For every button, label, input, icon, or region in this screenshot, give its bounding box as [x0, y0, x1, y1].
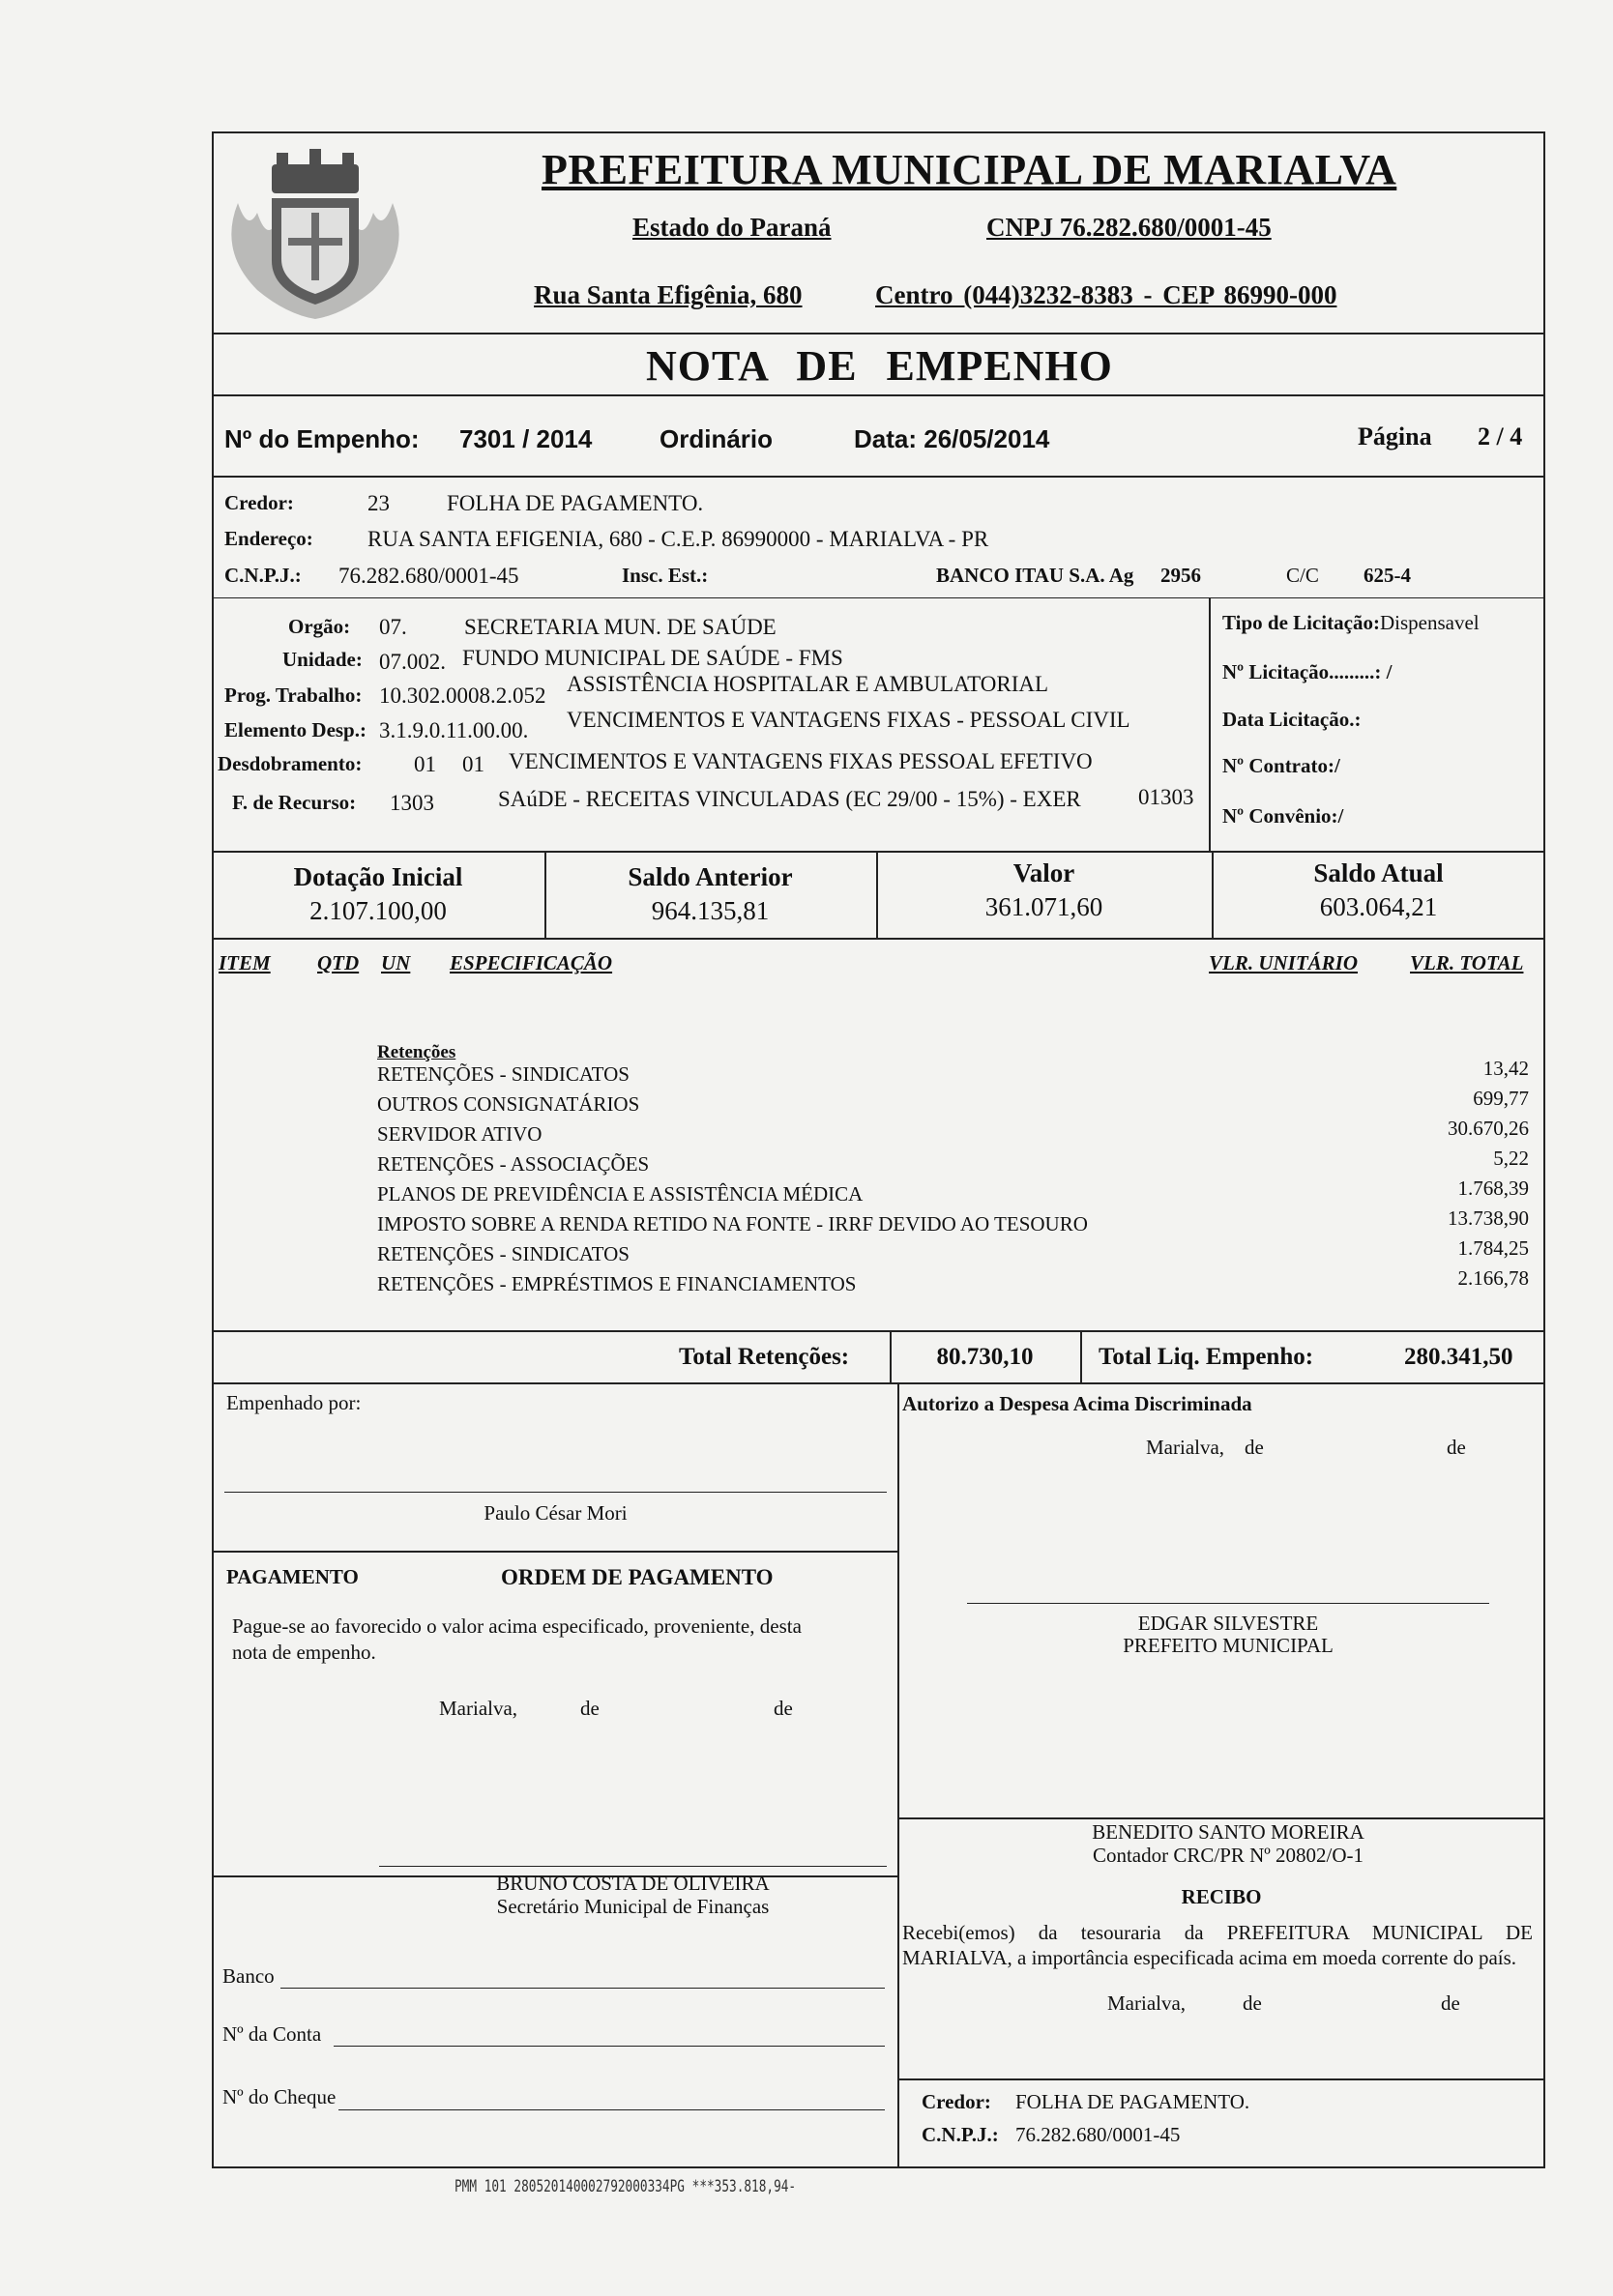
- contador-name: BENEDITO SANTO MOREIRA: [1092, 1820, 1364, 1844]
- retencao-label: RETENÇÕES - ASSOCIAÇÕES: [377, 1152, 650, 1176]
- orgao-code: 07.: [379, 615, 407, 639]
- autorizo-text: Autorizo a Despesa Acima Discriminada: [902, 1392, 1252, 1415]
- pagamento-label: PAGAMENTO: [226, 1565, 359, 1588]
- retencao-label: RETENÇÕES - SINDICATOS: [377, 1242, 630, 1265]
- pague-text-1: Pague-se ao favorecido o valor acima especificado, proveniente, desta: [232, 1614, 802, 1638]
- footer-code: PMM 101 280520140002792000334PG ***353.818,94-: [455, 2177, 797, 2196]
- convenio-label: Nº Convênio:/: [1222, 804, 1344, 828]
- page-label: Página: [1358, 422, 1432, 450]
- saldo-atual-value: 603.064,21: [1319, 892, 1438, 921]
- header-contact: Centro (044)3232-8383 - CEP 86990-000: [875, 280, 1337, 309]
- credor-name: FOLHA DE PAGAMENTO.: [447, 491, 704, 515]
- recibo-city: Marialva,: [1107, 1991, 1187, 2015]
- autorizo-city: Marialva,: [1146, 1436, 1225, 1459]
- insc-label: Insc. Est.:: [622, 564, 709, 587]
- recibo-title: RECIBO: [1181, 1885, 1262, 1908]
- recibo-cnpj-label: C.N.P.J.:: [922, 2123, 999, 2146]
- desdobramento-code-1: 01: [414, 752, 436, 776]
- col-qtd: QTD: [317, 951, 360, 974]
- secretario-name: BRUNO COSTA DE OLIVEIRA: [496, 1872, 770, 1895]
- saldo-anterior-value: 964.135,81: [651, 896, 770, 925]
- recibo-cnpj: 76.282.680/0001-45: [1015, 2123, 1181, 2146]
- conta-label: Nº da Conta: [222, 2022, 322, 2046]
- empenho-number-label: Nº do Empenho:: [224, 424, 420, 453]
- elemento-code: 3.1.9.0.11.00.00.: [379, 718, 529, 742]
- orgao-name: SECRETARIA MUN. DE SAÚDE: [464, 615, 777, 639]
- recibo-credor-name: FOLHA DE PAGAMENTO.: [1015, 2090, 1250, 2113]
- retencao-label: RETENÇÕES - EMPRÉSTIMOS E FINANCIAMENTOS: [377, 1272, 857, 1295]
- elemento-label: Elemento Desp.:: [224, 718, 367, 741]
- unidade-label: Unidade:: [282, 648, 363, 671]
- retencao-value: 30.670,26: [1448, 1117, 1529, 1140]
- col-vlr-total: VLR. TOTAL: [1410, 951, 1524, 974]
- retencao-label: IMPOSTO SOBRE A RENDA RETIDO NA FONTE - IRRF DEVIDO AO TESOURO: [377, 1212, 1088, 1235]
- pague-city: Marialva,: [439, 1697, 518, 1720]
- autorizo-de-2: de: [1447, 1436, 1466, 1459]
- recibo-de-2: de: [1441, 1991, 1460, 2015]
- valor-label: Valor: [1012, 858, 1075, 887]
- pague-de-1: de: [580, 1697, 600, 1720]
- page-title: PREFEITURA MUNICIPAL DE MARIALVA: [542, 146, 1397, 193]
- retencao-label: RETENÇÕES - SINDICATOS: [377, 1062, 630, 1086]
- retencao-value: 1.768,39: [1457, 1177, 1529, 1200]
- dotacao-value: 2.107.100,00: [309, 896, 447, 925]
- header-cnpj: CNPJ 76.282.680/0001-45: [986, 213, 1272, 242]
- cc-number: 625-4: [1364, 564, 1411, 587]
- recibo-credor-label: Credor:: [922, 2090, 991, 2113]
- document-title: NOTA DE EMPENHO: [646, 342, 1113, 390]
- retencao-label: PLANOS DE PREVIDÊNCIA E ASSISTÊNCIA MÉDICA: [377, 1182, 864, 1206]
- prefeito-name: EDGAR SILVESTRE: [1137, 1612, 1319, 1635]
- pague-text-2: nota de empenho.: [232, 1641, 376, 1664]
- recibo-text: Recebi(emos) da tesouraria da PREFEITURA MUNICIPAL DE MARIALVA, a importância especificada acima em moeda corrente do país.: [902, 1921, 1533, 1969]
- recibo-de-1: de: [1243, 1991, 1262, 2015]
- credor-code: 23: [367, 491, 390, 515]
- retencao-label: OUTROS CONSIGNATÁRIOS: [377, 1092, 640, 1116]
- fonte-code-2: 01303: [1138, 785, 1194, 809]
- autorizo-de-1: de: [1245, 1436, 1264, 1459]
- ordem-pagamento-title: ORDEM DE PAGAMENTO: [501, 1565, 774, 1589]
- contrato-label: Nº Contrato:/: [1222, 754, 1340, 777]
- empenhado-por-label: Empenhado por:: [226, 1391, 362, 1414]
- col-vlr-unitario: VLR. UNITÁRIO: [1209, 951, 1359, 974]
- credor-cnpj: 76.282.680/0001-45: [338, 564, 519, 588]
- empenhado-por-name: Paulo César Mori: [484, 1501, 628, 1525]
- valor-value: 361.071,60: [984, 892, 1103, 921]
- pague-de-2: de: [774, 1697, 793, 1720]
- licitacao-numero: Nº Licitação.........: /: [1222, 660, 1393, 683]
- prog-name: ASSISTÊNCIA HOSPITALAR E AMBULATORIAL: [567, 672, 1049, 696]
- contador-title: Contador CRC/PR Nº 20802/O-1: [1092, 1844, 1364, 1867]
- retencao-value: 5,22: [1493, 1147, 1529, 1170]
- credor-address: RUA SANTA EFIGENIA, 680 - C.E.P. 86990000 - MARIALVA - PR: [367, 527, 989, 551]
- retencao-value: 699,77: [1473, 1087, 1529, 1110]
- retencao-value: 1.784,25: [1457, 1236, 1529, 1260]
- fonte-name: SAúDE - RECEITAS VINCULADAS (EC 29/00 - 15%) - EXER: [498, 787, 1081, 811]
- total-liquido-label: Total Liq. Empenho:: [1099, 1344, 1314, 1370]
- col-un: UN: [381, 951, 411, 974]
- retencao-value: 13,42: [1482, 1057, 1529, 1080]
- unidade-name: FUNDO MUNICIPAL DE SAÚDE - FMS: [462, 646, 843, 670]
- prog-label: Prog. Trabalho:: [224, 683, 363, 707]
- total-retencoes-label: Total Retenções:: [679, 1344, 850, 1370]
- state-name: Estado do Paraná: [632, 213, 832, 242]
- page-number: 2 / 4: [1478, 422, 1523, 450]
- licitacao-data-label: Data Licitação.:: [1222, 708, 1362, 731]
- prefeito-title: PREFEITO MUNICIPAL: [1123, 1634, 1334, 1657]
- desdobramento-code-2: 01: [462, 752, 484, 776]
- orgao-label: Orgão:: [288, 615, 351, 638]
- cc-label: C/C: [1286, 564, 1319, 587]
- fonte-label: F. de Recurso:: [232, 791, 357, 814]
- address-label: Endereço:: [224, 527, 313, 550]
- col-especificacao: ESPECIFICAÇÃO: [450, 951, 613, 974]
- desdobramento-label: Desdobramento:: [218, 752, 363, 775]
- header-address: Rua Santa Efigênia, 680: [534, 280, 803, 309]
- saldo-anterior-label: Saldo Anterior: [628, 862, 793, 891]
- saldo-atual-label: Saldo Atual: [1313, 858, 1444, 887]
- bank-name: BANCO ITAU S.A. Ag: [936, 564, 1134, 587]
- banco-label: Banco: [222, 1964, 275, 1988]
- credor-label: Credor:: [224, 491, 294, 514]
- unidade-code: 07.002.: [379, 650, 446, 674]
- coat-of-arms-icon: [219, 145, 412, 329]
- licitacao-tipo: Dispensavel: [1379, 611, 1480, 634]
- elemento-name: VENCIMENTOS E VANTAGENS FIXAS - PESSOAL CIVIL: [567, 708, 1130, 732]
- col-item: ITEM: [219, 951, 271, 974]
- secretario-title: Secretário Municipal de Finanças: [496, 1895, 770, 1918]
- desdobramento-name: VENCIMENTOS E VANTAGENS FIXAS PESSOAL EFETIVO: [509, 749, 1093, 773]
- cheque-label: Nº do Cheque: [222, 2085, 337, 2108]
- total-liquido-value: 280.341,50: [1404, 1344, 1513, 1370]
- cnpj-label: C.N.P.J.:: [224, 564, 302, 587]
- empenho-type: Ordinário: [660, 424, 774, 453]
- retencao-value: 2.166,78: [1457, 1266, 1529, 1290]
- retencao-value: 13.738,90: [1448, 1206, 1529, 1230]
- licitacao-tipo-label: Tipo de Licitação:Dispensavel: [1222, 611, 1480, 634]
- empenho-number: 7301 / 2014: [459, 424, 593, 453]
- dotacao-label: Dotação Inicial: [293, 862, 463, 891]
- retencao-label: SERVIDOR ATIVO: [377, 1122, 543, 1146]
- total-retencoes-value: 80.730,10: [936, 1344, 1034, 1370]
- bank-agency: 2956: [1160, 564, 1201, 587]
- prog-code: 10.302.0008.2.052: [379, 683, 546, 708]
- fonte-code: 1303: [390, 791, 434, 815]
- empenho-date: Data: 26/05/2014: [854, 424, 1050, 453]
- retencoes-title: Retenções: [377, 1042, 456, 1062]
